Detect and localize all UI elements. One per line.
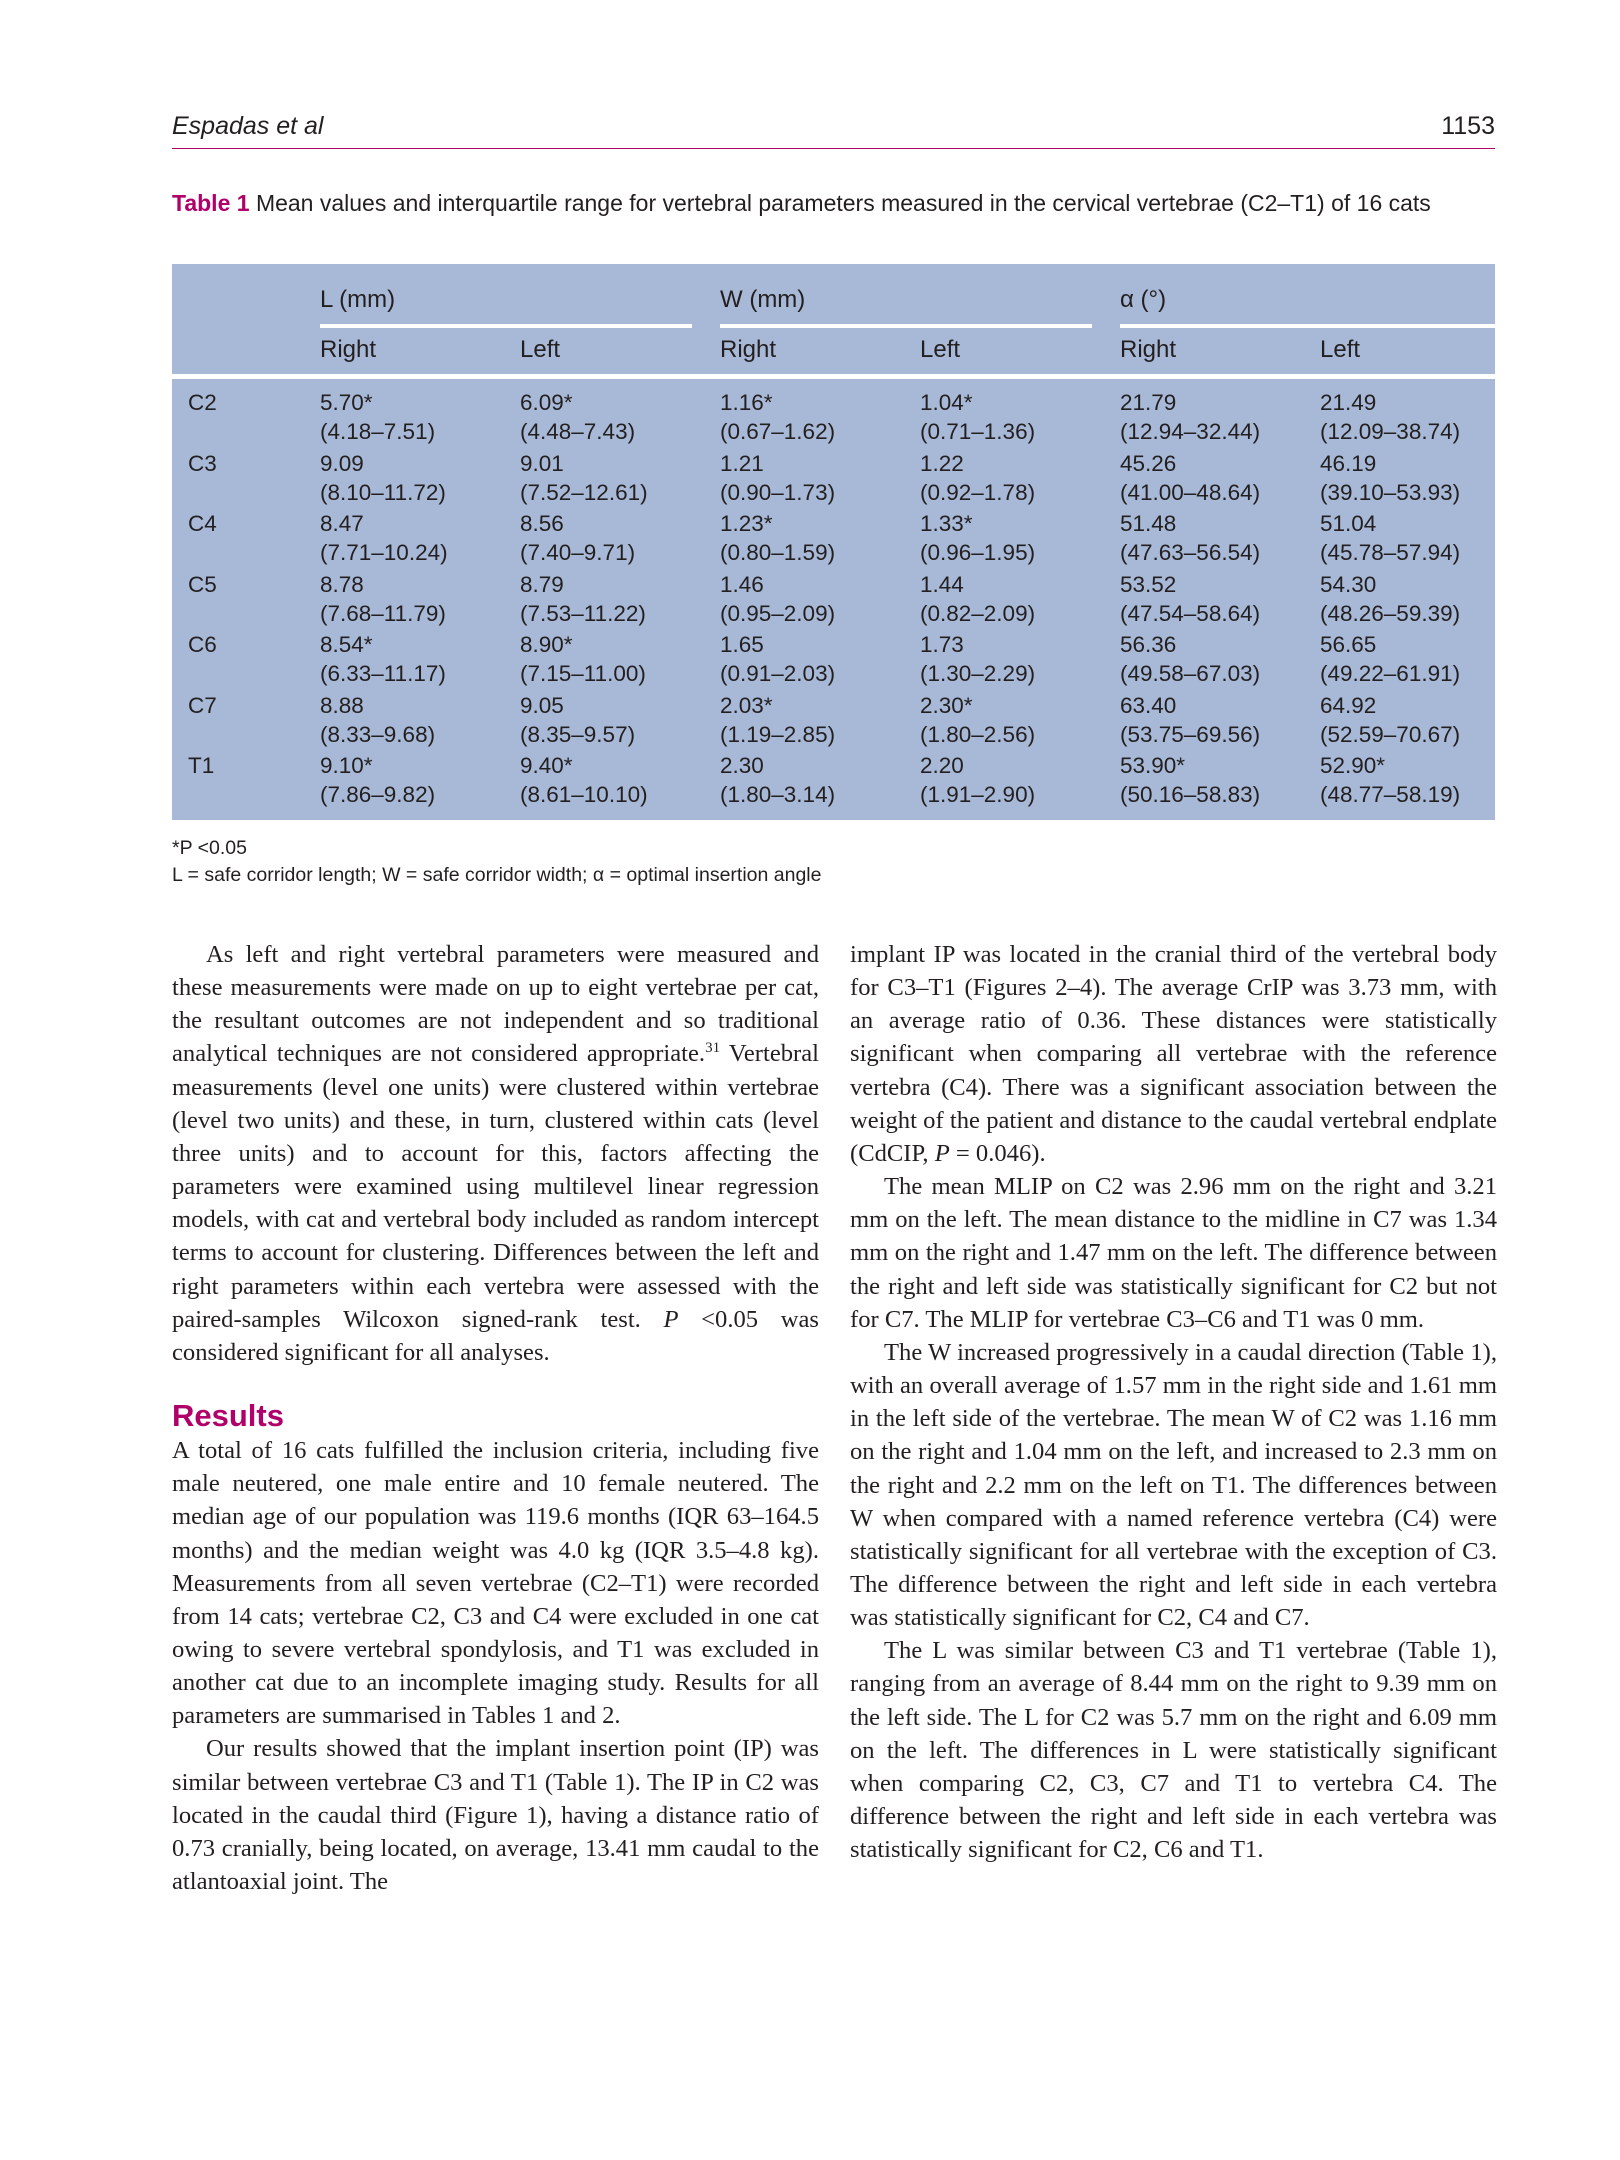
table-cell-iqr: (0.67–1.62): [720, 419, 836, 444]
table-cell-iqr: (47.63–56.54): [1120, 540, 1261, 565]
table-cell-mean: 8.88: [320, 692, 364, 718]
table-cell-iqr: (7.40–9.71): [520, 540, 636, 565]
table-cell-mean: 51.48: [1120, 511, 1177, 536]
paragraph-statistics: As left and right vertebral parameters were measured and these measurements were made on up to eight vertebrae per cat, the resultant outcomes are not independent and so traditional analytical techniques are not considered appropriate.$^{31}$ Vertebral measurements (level one units) were clustered within vertebrae (level two units) and these, in turn, clustered within cats (level three units) and to account for this, factors affecting the parameters were examined using multilevel linear regression models, with cat and vertebral body included as random intercept terms to account for clustering. Differences between the left and right parameters within each vertebra were assessed with the paired-samples Wilcoxon signed-rank test. P <0.05 was considered significant for all analyses.: [172, 941, 819, 1366]
table-cell-mean: 8.90*: [520, 632, 573, 657]
subheader-alpha-right: Right: [1120, 336, 1177, 363]
table-cell-iqr: (53.75–69.56): [1120, 721, 1261, 747]
footnote-significance: *P <0.05: [172, 837, 248, 859]
table-cell-mean: 51.04: [1320, 511, 1377, 536]
table-cell-iqr: (0.95–2.09): [720, 600, 836, 626]
table-cell-mean: 46.19: [1320, 450, 1377, 476]
table-cell-iqr: (48.26–59.39): [1320, 600, 1461, 626]
table-cell-iqr: (1.80–3.14): [720, 782, 836, 807]
table-cell-iqr: (8.35–9.57): [520, 721, 636, 747]
row-label-c7: C7: [188, 692, 217, 718]
footnote-abbreviations: L = safe corridor length; W = safe corridor width; α = optimal insertion angle: [172, 864, 822, 886]
table-cell-iqr: (12.94–32.44): [1120, 419, 1261, 444]
subheader-l-left: Left: [520, 336, 561, 363]
table-cell-iqr: (8.33–9.68): [320, 721, 436, 747]
table-1: [172, 264, 1495, 820]
table-cell-iqr: (1.19–2.85): [720, 721, 836, 747]
table-cell-mean: 2.20: [920, 753, 964, 778]
paragraph-population: A total of 16 cats fulfilled the inclusion criteria, including five male neutered, one male entire and 10 female neutered. The median age of our population was 119.6 months (IQR 63–164.5 months) and the median weight was 4.0 kg (IQR 3.5–4.8 kg). Measurements from all seven vertebrae (C2–T1) were recorded from 14 cats; vertebrae C2, C3 and C4 were excluded in one cat owing to severe vertebral spondylosis, and T1 was excluded in another cat due to an incomplete imaging study. Results for all parameters are summarised in Tables 1 and 2.: [172, 1437, 819, 1730]
table-cell-iqr: (1.91–2.90): [920, 782, 1036, 807]
table-cell-mean: 63.40: [1120, 692, 1177, 718]
table-cell-iqr: (50.16–58.83): [1120, 782, 1261, 807]
table-cell-mean: 2.30: [720, 753, 764, 778]
table-cell-mean: 1.22: [920, 450, 964, 476]
table-cell-mean: 1.65: [720, 632, 764, 657]
table-cell-mean: 2.30*: [920, 692, 973, 718]
table-cell-mean: 54.30: [1320, 571, 1377, 597]
group-rule-length: [320, 324, 692, 328]
table-cell-mean: 45.26: [1120, 450, 1177, 476]
paragraph-insertion-point-cont: implant IP was located in the cranial third of the vertebral body for C3–T1 (Figures 2–4). The average CrIP was 3.73 mm, with an average ratio of 0.36. These distances were statistically significant when comparing all vertebrae with the reference vertebra (C4). There was a significant association between the weight of the patient and distance to the caudal vertebral endplate (CdCIP, P = 0.046).: [850, 941, 1497, 1167]
paragraph-length: The L was similar between C3 and T1 vertebrae (Table 1), ranging from an average of 8.44 mm on the right to 9.39 mm on the left side. The L for C2 was 5.7 mm on the right and 6.09 mm on the left. The differences in L were statistically significant when comparing C2, C3, C7 and T1 to vertebra C4. The difference between the right and left side in each vertebra was statistically significant for C2, C6 and T1.: [850, 1637, 1497, 1864]
table-cell-mean: 1.46: [720, 571, 764, 597]
table-cell-iqr: (1.30–2.29): [920, 661, 1036, 686]
table-cell-iqr: (6.33–11.17): [320, 661, 446, 686]
table-cell-iqr: (0.82–2.09): [920, 600, 1036, 626]
column-group-angle: α (°): [1120, 286, 1167, 313]
table-cell-mean: 56.36: [1120, 632, 1177, 657]
row-label-c5: C5: [188, 571, 217, 597]
table-caption-text: Mean values and interquartile range for vertebral parameters measured in the cervical vertebrae (C2–T1) of 16 cats: [255, 190, 1431, 216]
row-label-c6: C6: [188, 632, 217, 657]
table-cell-mean: 9.05: [520, 692, 564, 718]
table-cell-mean: 1.73: [920, 632, 964, 657]
table-cell-iqr: (12.09–38.74): [1320, 419, 1461, 444]
table-cell-mean: 21.49: [1320, 390, 1377, 415]
table-cell-iqr: (49.22–61.91): [1320, 661, 1461, 686]
table-label: Table 1: [172, 190, 250, 216]
table-cell-mean: 52.90*: [1320, 753, 1386, 778]
table-footnotes: [172, 835, 1372, 889]
group-rule-width: [720, 324, 1092, 328]
table-cell-mean: 21.79: [1120, 390, 1177, 415]
table-cell-iqr: (4.18–7.51): [320, 419, 436, 444]
table-cell-mean: 8.78: [320, 571, 364, 597]
subheader-w-left: Left: [920, 336, 961, 363]
table-cell-iqr: (7.71–10.24): [320, 540, 448, 565]
table-cell-mean: 1.21: [720, 450, 764, 476]
table-cell-mean: 53.52: [1120, 571, 1177, 597]
table-cell-iqr: (45.78–57.94): [1320, 540, 1461, 565]
table-caption: [172, 188, 1452, 218]
table-cell-mean: 9.40*: [520, 753, 573, 778]
table-cell-iqr: (7.68–11.79): [320, 600, 446, 626]
reference-31: 31: [705, 1040, 721, 1057]
table-cell-mean: 6.09*: [520, 390, 573, 415]
table-cell-iqr: (0.80–1.59): [720, 540, 836, 565]
row-label-t1: T1: [188, 753, 215, 778]
table-cell-iqr: (7.86–9.82): [320, 782, 436, 807]
table-cell-mean: 53.90*: [1120, 753, 1186, 778]
results-heading: Results: [172, 1398, 284, 1434]
table-cell-mean: 1.04*: [920, 390, 973, 415]
column-group-width: W (mm): [720, 286, 806, 313]
header-rule: [172, 374, 1495, 379]
table-cell-mean: 9.09: [320, 450, 364, 476]
table-cell-mean: 56.65: [1320, 632, 1377, 657]
subheader-alpha-left: Left: [1320, 336, 1361, 363]
page-number: 1153: [1441, 112, 1495, 140]
table-cell-mean: 9.01: [520, 450, 564, 476]
table-cell-mean: 9.10*: [320, 753, 373, 778]
table-cell-iqr: (49.58–67.03): [1120, 661, 1261, 686]
table-cell-mean: 8.47: [320, 511, 364, 536]
row-label-c4: C4: [188, 511, 217, 536]
table-cell-mean: 8.54*: [320, 632, 373, 657]
table-cell-iqr: (4.48–7.43): [520, 419, 636, 444]
table-cell-mean: 64.92: [1320, 692, 1377, 718]
table-cell-iqr: (8.61–10.10): [520, 782, 648, 807]
running-header-authors: Espadas et al: [172, 112, 324, 140]
table-cell-iqr: (7.52–12.61): [520, 479, 648, 505]
table-cell-iqr: (0.96–1.95): [920, 540, 1036, 565]
table-cell-mean: 8.56: [520, 511, 564, 536]
table-cell-iqr: (7.15–11.00): [520, 661, 646, 686]
table-cell-iqr: (0.92–1.78): [920, 479, 1036, 505]
row-label-c2: C2: [188, 390, 217, 415]
table-cell-iqr: (0.90–1.73): [720, 479, 836, 505]
table-cell-iqr: (47.54–58.64): [1120, 600, 1261, 626]
body-column-left: [172, 938, 819, 1898]
body-column-right: [850, 938, 1497, 1866]
running-header: [172, 108, 1495, 149]
table-cell-iqr: (39.10–53.93): [1320, 479, 1461, 505]
paragraph-mlip: The mean MLIP on C2 was 2.96 mm on the right and 3.21 mm on the left. The mean distance to the midline in C7 was 1.34 mm on the right and 1.47 mm on the left. The difference between the right and left side was statistically significant for C2 but not for C7. The MLIP for vertebrae C3–C6 and T1 was 0 mm.: [850, 1173, 1497, 1333]
row-label-c3: C3: [188, 450, 217, 476]
table-cell-mean: 5.70*: [320, 390, 373, 415]
table-cell-iqr: (0.91–2.03): [720, 661, 836, 686]
table-cell-iqr: (41.00–48.64): [1120, 479, 1261, 505]
subheader-w-right: Right: [720, 336, 777, 363]
table-cell-iqr: (52.59–70.67): [1320, 721, 1461, 747]
table-cell-iqr: (8.10–11.72): [320, 479, 446, 505]
column-group-length: L (mm): [320, 286, 396, 313]
table-cell-mean: 8.79: [520, 571, 564, 597]
table-cell-mean: 1.33*: [920, 511, 973, 536]
table-cell-iqr: (48.77–58.19): [1320, 782, 1461, 807]
subheader-l-right: Right: [320, 336, 377, 363]
group-rule-angle: [1120, 324, 1495, 328]
table-cell-iqr: (0.71–1.36): [920, 419, 1036, 444]
table-cell-mean: 2.03*: [720, 692, 773, 718]
table-cell-mean: 1.16*: [720, 390, 773, 415]
table-cell-mean: 1.44: [920, 571, 964, 597]
table-cell-iqr: (7.53–11.22): [520, 600, 646, 626]
paragraph-insertion-point: Our results showed that the implant insertion point (IP) was similar between vertebrae C3 and T1 (Table 1). The IP in C2 was located in the caudal third (Figure 1), having a distance ratio of 0.73 cranially, being located, on average, 13.41 mm caudal to the atlantoaxial joint. The: [172, 1735, 819, 1896]
table-cell-iqr: (1.80–2.56): [920, 721, 1036, 747]
paragraph-width: The W increased progressively in a caudal direction (Table 1), with an overall average of 1.57 mm in the right side and 1.61 mm in the left side of the vertebrae. The mean W of C2 was 1.16 mm on the right and 1.04 mm on the left, and increased to 2.3 mm on the right and 2.2 mm on the left on T1. The differences between W when compared with a named reference vertebra (C4) were statistically significant for all vertebrae with the exception of C3. The difference between the right and left side in each vertebra was statistically significant for C2, C4 and C7.: [850, 1338, 1497, 1632]
table-cell-mean: 1.23*: [720, 511, 773, 536]
